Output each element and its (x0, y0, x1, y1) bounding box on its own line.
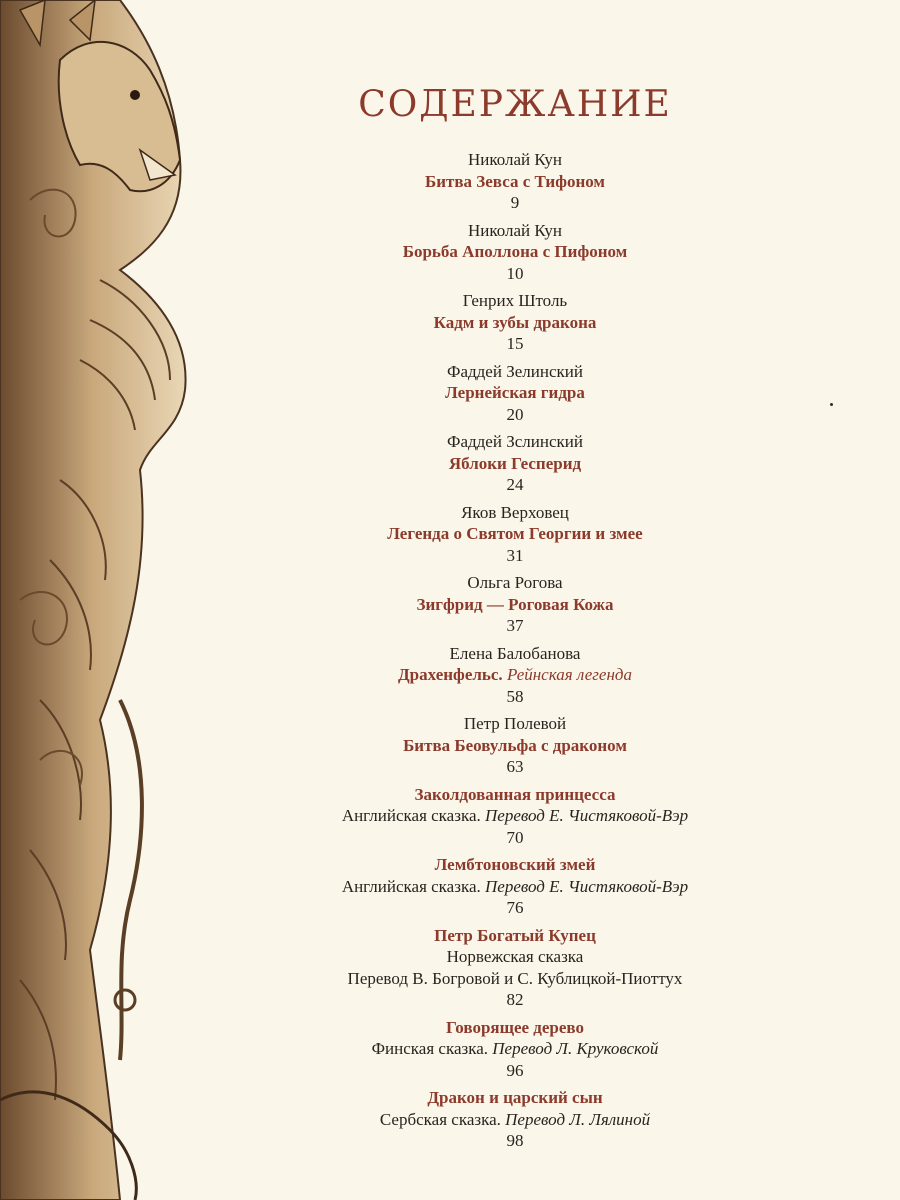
entry-page-number: 10 (506, 263, 524, 283)
entry-page-number: 76 (506, 898, 524, 917)
entry-author: Фаддей Зслинский (447, 432, 583, 451)
entry-origin: Сербская сказка. (379, 1109, 501, 1129)
entry-story-title: Заколдованная принцесса (414, 784, 616, 804)
toc-entry[interactable] (300, 502, 730, 567)
entry-story-title: Дракон и царский сын (427, 1088, 603, 1107)
entry-page-number: 98 (506, 1131, 524, 1150)
entry-author: Фаддей Зелинский (447, 361, 583, 381)
entry-author: Николай Кун (467, 220, 563, 240)
entry-source (300, 876, 730, 898)
entry-page-number: 63 (506, 757, 524, 776)
entry-author: Ольга Рогова (467, 573, 563, 592)
table-of-contents (300, 84, 730, 1158)
entry-story-title: Легенда о Святом Георгии и змее (387, 524, 643, 543)
dragon-illustration (0, 0, 200, 1200)
ink-dot (830, 403, 833, 406)
toc-entry[interactable] (300, 784, 730, 849)
entry-author: Петр Полевой (463, 714, 567, 733)
entry-page-number: 96 (506, 1060, 524, 1080)
entry-story-title: Лембтоновский змей (434, 855, 596, 874)
entry-origin: Финская сказка. (371, 1039, 489, 1058)
entry-story-title: Борьба Аполлона с Пифоном (402, 242, 628, 261)
toc-entry[interactable] (300, 854, 730, 919)
entry-translator: Перевод Е. Чистяковой-Вэр (485, 806, 689, 825)
entry-page-number: 20 (506, 404, 524, 424)
entry-author: Яков Верховец (461, 502, 569, 522)
toc-entry[interactable] (300, 149, 730, 214)
entry-story-title: Зигфрид — Роговая Кожа (416, 594, 614, 614)
entry-story-title: Говорящее дерево (445, 1017, 585, 1037)
entry-translator: Перевод Е. Чистяковой-Вэр (485, 876, 689, 896)
entry-translator: Перевод Л. Круковской (492, 1039, 659, 1058)
toc-entry[interactable] (300, 1017, 730, 1082)
entry-translator: Перевод Л. Лялиной (505, 1109, 651, 1129)
entry-author: Генрих Штоль (462, 291, 568, 310)
entry-story-title: Битва Зевса с Тифоном (424, 171, 606, 191)
toc-entry[interactable] (300, 220, 730, 285)
toc-entry[interactable] (300, 643, 730, 708)
entry-author: Николай Кун (467, 150, 563, 169)
entry-story-title: Лернейская гидра (445, 383, 585, 402)
entry-source (300, 805, 730, 827)
toc-entry[interactable] (300, 290, 730, 355)
entry-page-number: 82 (506, 990, 524, 1009)
entry-translator: Перевод В. Богровой и С. Кублицкой-Пиоттух (347, 968, 683, 988)
entry-story-subtitle: Рейнская легенда (506, 665, 633, 684)
entry-page-number: 15 (506, 334, 524, 353)
entry-story-title (300, 664, 730, 686)
entry-source (300, 1109, 730, 1131)
entry-story-title: Петр Богатый Купец (434, 925, 596, 945)
entry-page-number: 24 (506, 475, 524, 494)
entry-story-title: Битва Беовульфа с драконом (403, 735, 627, 755)
entry-story-title: Кадм и зубы дракона (433, 312, 597, 332)
entry-page-number: 58 (506, 686, 524, 706)
entry-author: Елена Балобанова (449, 643, 581, 663)
entry-page-number: 37 (506, 616, 524, 635)
entry-page-number: 70 (506, 827, 524, 847)
toc-entry[interactable] (300, 361, 730, 426)
entry-page-number: 9 (510, 193, 520, 212)
entry-story-title: Яблоки Гесперид (448, 453, 582, 473)
toc-entry[interactable] (300, 1087, 730, 1152)
entry-source (300, 1038, 730, 1060)
toc-title: СОДЕРЖАНИЕ (358, 84, 672, 125)
toc-entry[interactable] (300, 431, 730, 496)
entry-origin: Английская сказка. (341, 806, 481, 825)
entry-origin: Норвежская сказка (446, 947, 584, 966)
toc-entry[interactable] (300, 925, 730, 1011)
entry-origin: Английская сказка. (341, 876, 481, 896)
toc-entry[interactable] (300, 713, 730, 778)
toc-entry[interactable] (300, 572, 730, 637)
entry-page-number: 31 (506, 545, 524, 565)
entry-story-name: Драхенфельс. (397, 665, 503, 684)
